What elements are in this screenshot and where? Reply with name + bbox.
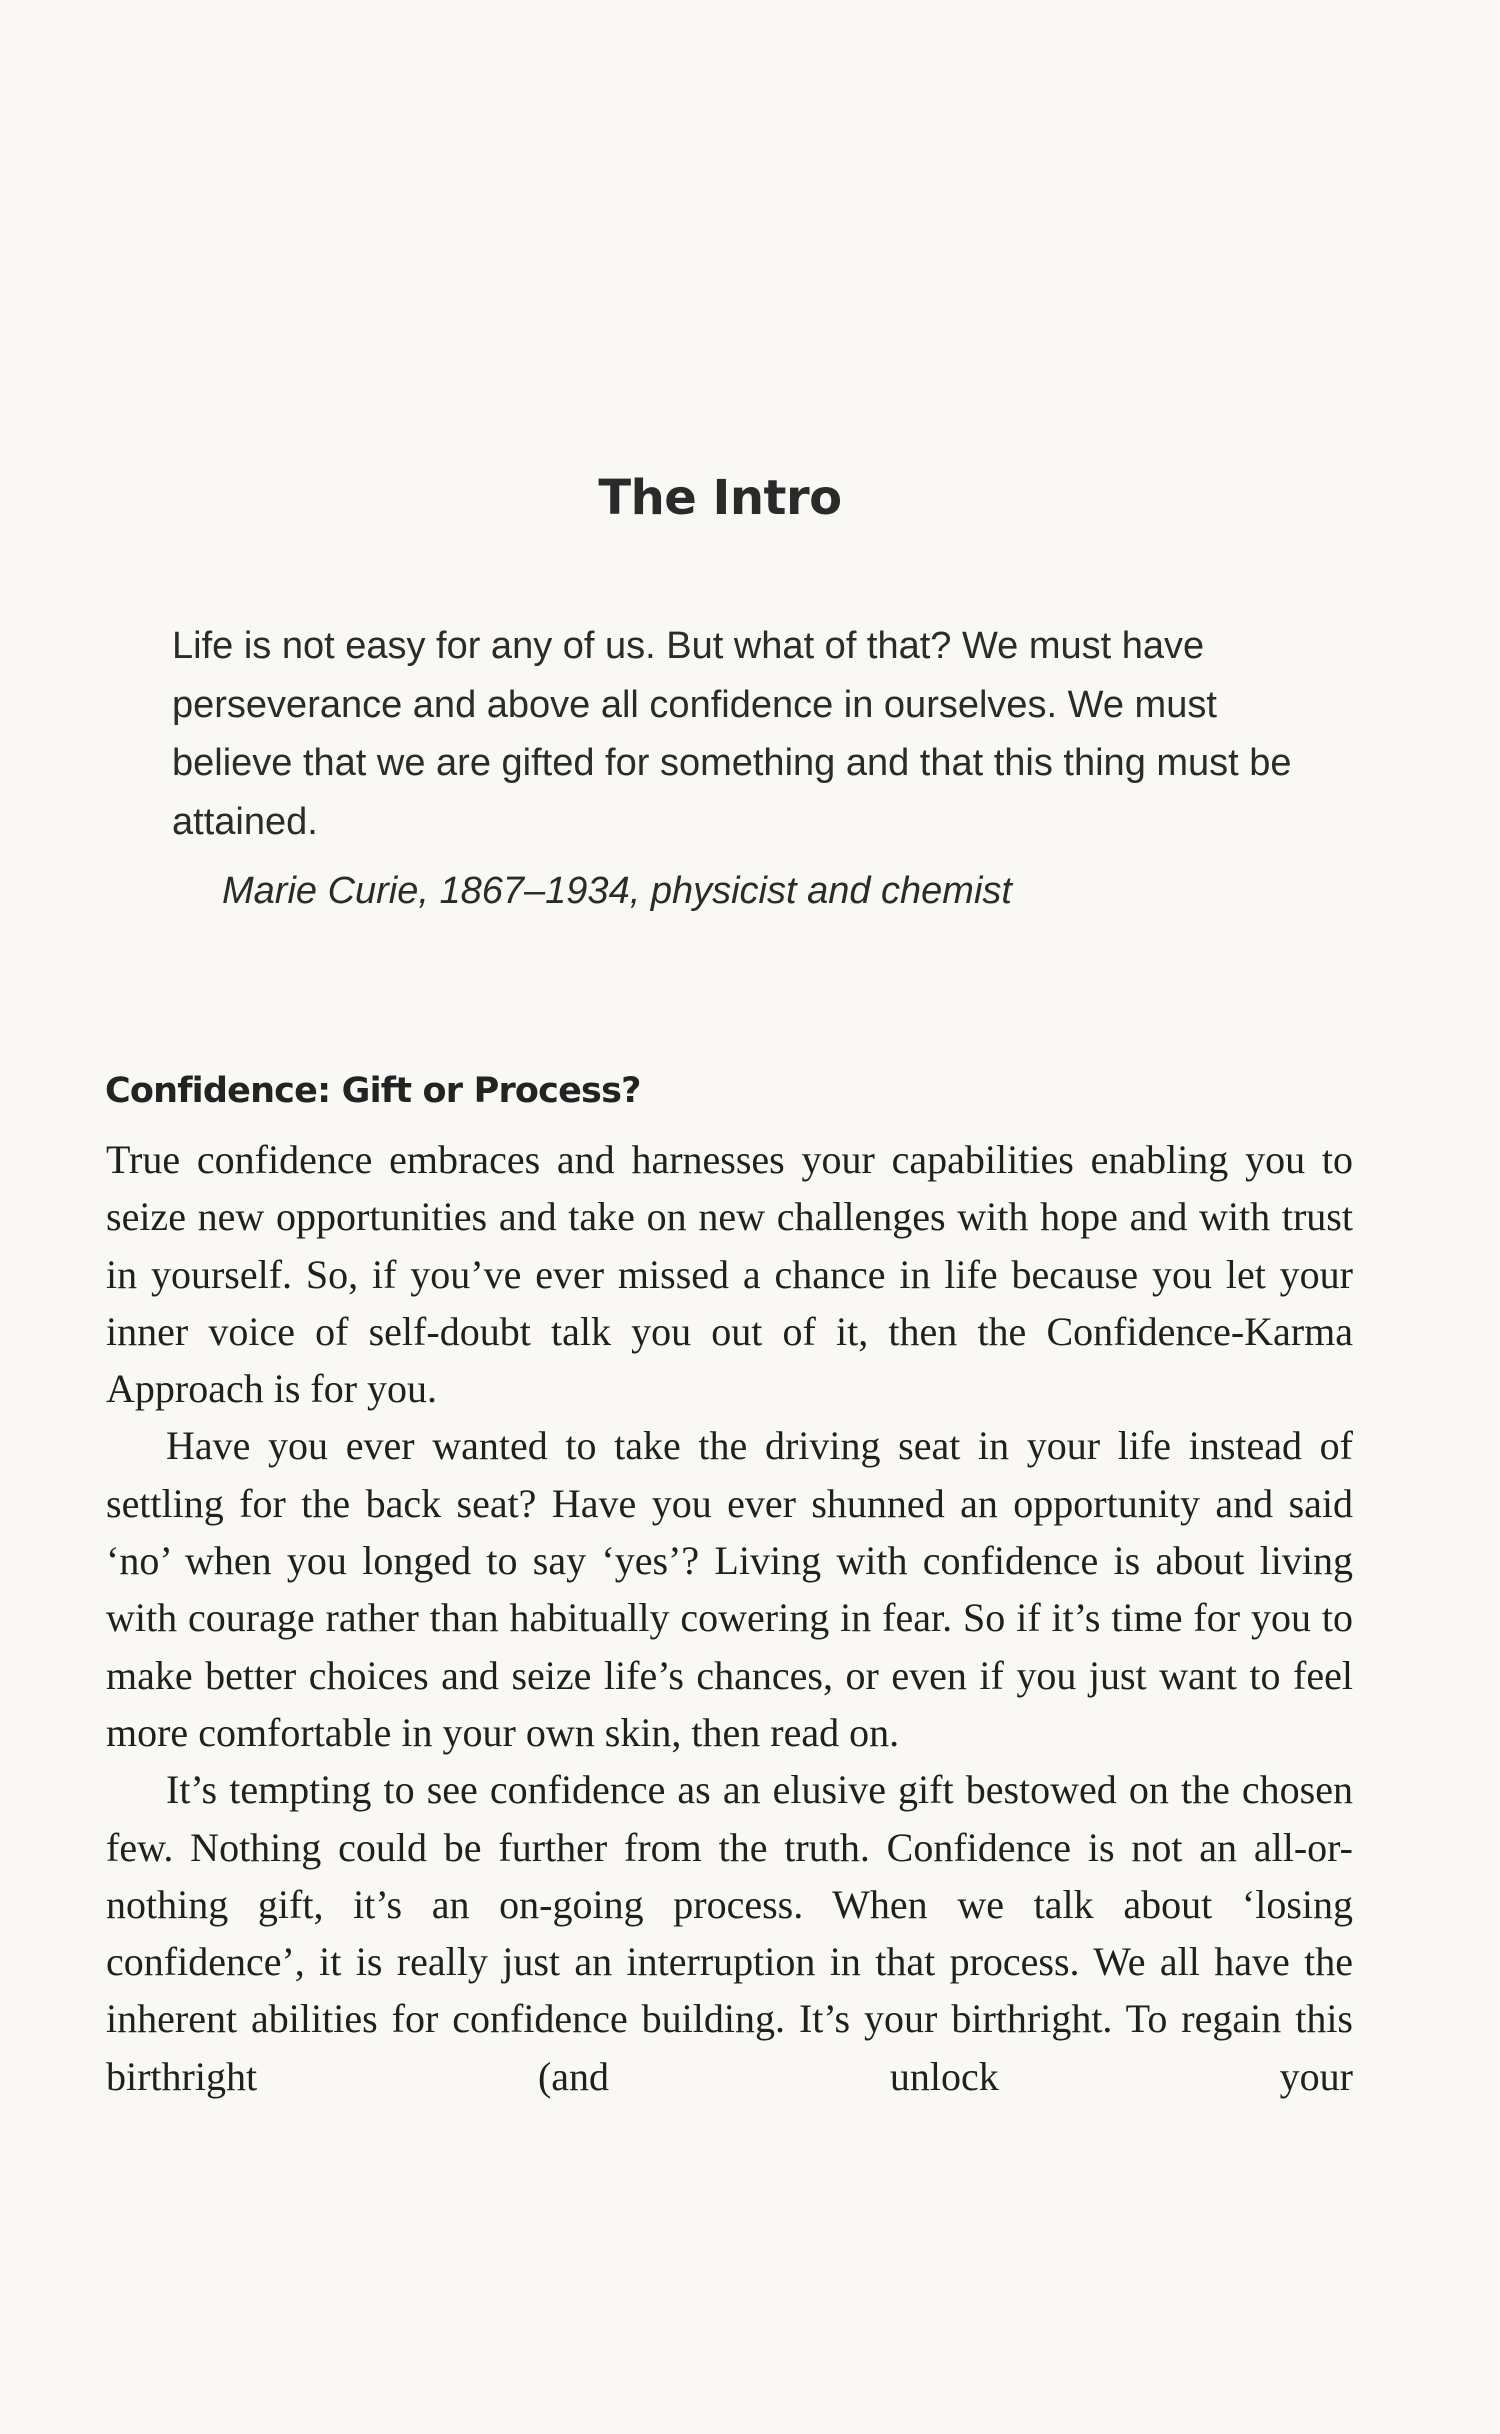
body-paragraph: True confidence embraces and harnesses your capabilities enabling you to seize new opportunities and take on new challenges with hope and with trust in yourself. So, if you’ve ever missed a chance in life because you let your inner voice of self-doubt talk you out of it, then the Confidence-Karma Approach is for you. (106, 1137, 1353, 1412)
chapter-title: The Intro (598, 470, 842, 526)
section-heading: Confidence: Gift or Process? (105, 1071, 641, 1111)
body-text (106, 1131, 1353, 2105)
epigraph-attribution: Marie Curie, 1867–1934, physicist and chemist (222, 870, 1012, 912)
epigraph-quote: Life is not easy for any of us. But what of that? We must have perseverance and above all confidence in ourselves. We must believe that we are gifted for something and that this thing must be attained. (172, 625, 1292, 843)
body-paragraph: It’s tempting to see confidence as an elusive gift bestowed on the chosen few. Nothing could be further from the truth. Confidence is not an all-or-nothing gift, it’s an on-going process. When we talk about ‘losing confidence’, it is really just an interruption in that process. We all have the inherent abilities for confidence building. It’s your birthright. To regain this birthright (and unlock your (106, 1767, 1353, 2099)
body-paragraph: Have you ever wanted to take the driving seat in your life instead of settling for the back seat? Have you ever shunned an opportunity and said ‘no’ when you longed to say ‘yes’? Living with confidence is about living with courage rather than habitually cowering in fear. So if it’s time for you to make better choices and seize life’s chances, or even if you just want to feel more comfortable in your own skin, then read on. (106, 1423, 1353, 1755)
